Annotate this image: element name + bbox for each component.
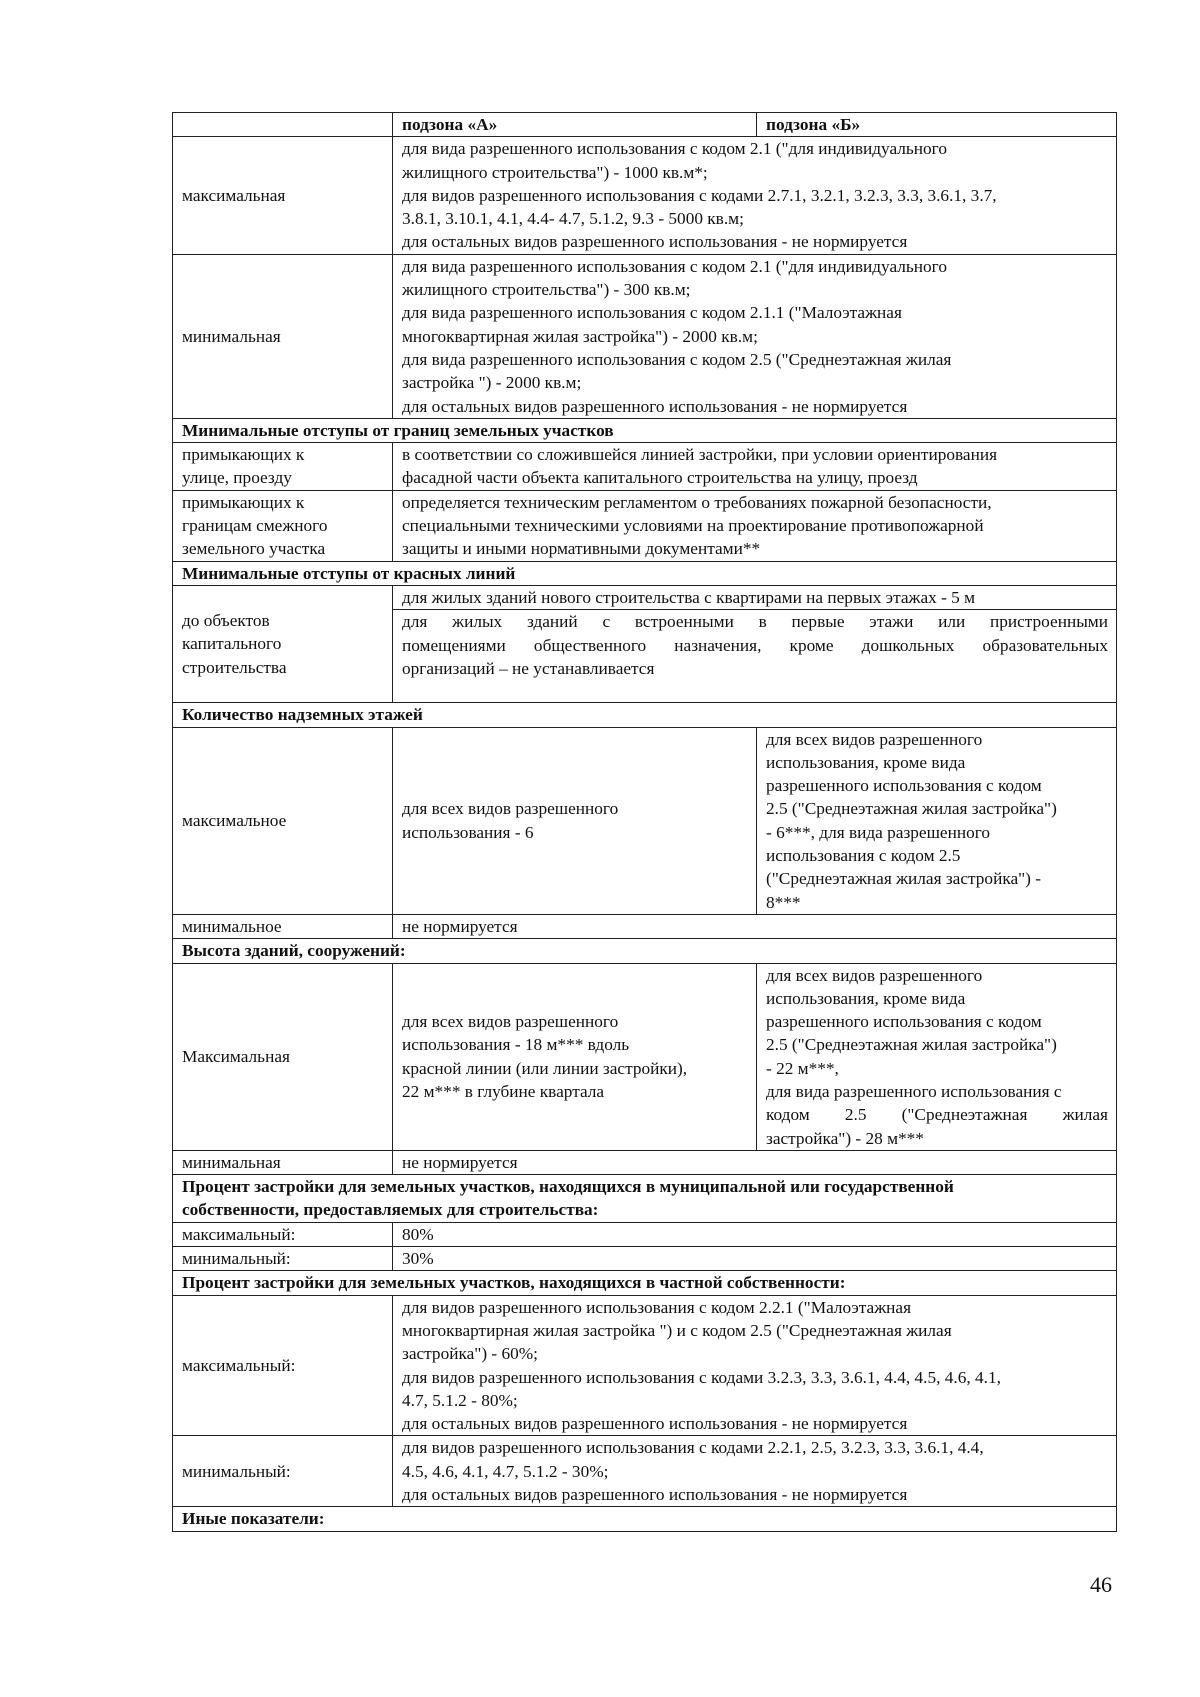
- text-line: 3.8.1, 3.10.1, 4.1, 4.4- 4.7, 5.1.2, 9.3 - 5000 кв.м;: [402, 209, 744, 229]
- text-line: земельного участка: [182, 539, 326, 559]
- setbacks-plot-section-row: [173, 418, 1117, 442]
- height-max-label: Максимальная: [173, 963, 393, 1150]
- text-line: для всех видов разрешенного: [402, 799, 619, 819]
- plot-area-min-value: [393, 254, 1117, 418]
- coverage-public-max-label: максимальный:: [173, 1222, 393, 1246]
- height-title: Высота зданий, сооружений:: [173, 939, 1117, 963]
- text-line: для видов разрешенного использования с кодами 3.2.3, 3.3, 3.6.1, 4.4, 4.5, 4.6, 4.1,: [402, 1367, 1001, 1387]
- plot-area-max-value: [393, 137, 1117, 254]
- coverage-public-min-label: минимальный:: [173, 1247, 393, 1271]
- height-section-row: [173, 939, 1117, 963]
- text-line: для остальных видов разрешенного использования - не нормируется: [402, 1414, 908, 1434]
- plot-area-max-label: максимальная: [173, 137, 393, 254]
- text-line: для всех видов разрешенного: [766, 965, 983, 985]
- floors-title: Количество надземных этажей: [173, 703, 1117, 727]
- text-line: жилищного строительства") - 300 кв.м;: [402, 280, 691, 300]
- setbacks-street-value: [393, 443, 1117, 491]
- setbacks-adjacent-value: [393, 490, 1117, 561]
- floors-max-b: [757, 727, 1117, 914]
- height-max-b: [757, 963, 1117, 1150]
- floors-min-value: не нормируется: [393, 914, 1117, 938]
- text-line: 4.7, 5.1.2 - 80%;: [402, 1390, 518, 1410]
- coverage-private-max-label: максимальный:: [173, 1295, 393, 1436]
- text-line: застройка ") - 2000 кв.м;: [402, 373, 582, 393]
- text-line: для вида разрешенного использования с кодом 2.1.1 ("Малоэтажная: [402, 303, 902, 323]
- text-line: - 22 м***,: [766, 1058, 839, 1078]
- text-line: границам смежного: [182, 516, 328, 536]
- text-line: для остальных видов разрешенного использования - не нормируется: [402, 1485, 908, 1505]
- setbacks-street-row: [173, 443, 1117, 491]
- text-line: для видов разрешенного использования с кодами 2.7.1, 3.2.1, 3.2.3, 3.3, 3.6.1, 3.7,: [402, 185, 997, 205]
- text-line: многоквартирная жилая застройка ") и с кодом 2.5 ("Среднеэтажная жилая: [402, 1320, 952, 1340]
- plot-area-max-row: [173, 137, 1117, 254]
- text-line: для всех видов разрешенного: [402, 1012, 619, 1032]
- setbacks-adjacent-row: [173, 490, 1117, 561]
- text-line: примыкающих к: [182, 445, 305, 465]
- text-line: Процент застройки для земельных участков, находящихся в муниципальной или государственной: [182, 1177, 954, 1197]
- text-line: до объектов: [182, 611, 270, 631]
- coverage-public-min-value: 30%: [393, 1247, 1117, 1271]
- text-line: для вида разрешенного использования с: [766, 1081, 1062, 1101]
- text-line: использования, кроме вида: [766, 988, 966, 1008]
- text-line: фасадной части объекта капитального строительства на улицу, проезд: [402, 468, 918, 488]
- text-line: 22 м*** в глубине квартала: [402, 1081, 605, 1101]
- floors-min-label: минимальное: [173, 914, 393, 938]
- text-line: 4.5, 4.6, 4.1, 4.7, 5.1.2 - 30%;: [402, 1461, 609, 1481]
- text-line: для вида разрешенного использования с кодом 2.1 ("для индивидуального: [402, 139, 947, 159]
- text-line: многоквартирная жилая застройка") - 2000 кв.м;: [402, 326, 758, 346]
- coverage-public-max-value: 80%: [393, 1222, 1117, 1246]
- coverage-private-min-row: [173, 1436, 1117, 1507]
- height-min-row: [173, 1150, 1117, 1174]
- floors-min-row: [173, 914, 1117, 938]
- setbacks-street-label: [173, 443, 393, 491]
- text-line: защиты и иными нормативными документами**: [402, 539, 761, 559]
- text-line: разрешенного использования с кодом: [766, 1012, 1042, 1032]
- coverage-public-title: [173, 1175, 1117, 1223]
- plot-area-min-label: минимальная: [173, 254, 393, 418]
- text-line: ("Среднеэтажная жилая застройка") -: [766, 869, 1042, 889]
- text-line: 2.5 ("Среднеэтажная жилая застройка"): [766, 799, 1057, 819]
- text-line: использования с кодом 2.5: [766, 846, 961, 866]
- coverage-public-section-row: [173, 1175, 1117, 1223]
- text-line: в соответствии со сложившейся линией застройки, при условии ориентирования: [402, 445, 998, 465]
- text-line: - 6***, для вида разрешенного: [766, 822, 991, 842]
- text-line: для видов разрешенного использования с кодами 2.2.1, 2.5, 3.2.3, 3.3, 3.6.1, 4.4,: [402, 1438, 984, 1458]
- text-line: для остальных видов разрешенного использования - не нормируется: [402, 396, 908, 416]
- plot-area-min-row: [173, 254, 1117, 418]
- coverage-private-max-row: [173, 1295, 1117, 1436]
- coverage-private-min-value: [393, 1436, 1117, 1507]
- text-line: использования - 18 м*** вдоль: [402, 1035, 630, 1055]
- text-line: разрешенного использования с кодом: [766, 776, 1042, 796]
- setbacks-red-label: [173, 585, 393, 702]
- other-section-row: [173, 1507, 1117, 1531]
- text-line: использования, кроме вида: [766, 752, 966, 772]
- floors-section-row: [173, 703, 1117, 727]
- text-line: 2.5 ("Среднеэтажная жилая застройка"): [766, 1035, 1057, 1055]
- height-min-label: минимальная: [173, 1150, 393, 1174]
- text-line: для вида разрешенного использования с кодом 2.5 ("Среднеэтажная жилая: [402, 349, 952, 369]
- setbacks-red-value-2: [393, 610, 1117, 703]
- text-line: использования - 6: [402, 822, 534, 842]
- height-max-row: [173, 963, 1117, 1150]
- setbacks-red-title: Минимальные отступы от красных линий: [173, 561, 1117, 585]
- coverage-public-max-row: [173, 1222, 1117, 1246]
- text-line: собственности, предоставляемых для строительства:: [182, 1200, 599, 1220]
- setbacks-adjacent-label: [173, 490, 393, 561]
- text-line: красной линии (или линии застройки),: [402, 1058, 688, 1078]
- text-line: для жилых зданий с встроенными в первые этажи или пристроенными: [402, 612, 1108, 632]
- setbacks-red-section-row: [173, 561, 1117, 585]
- setbacks-plot-title: Минимальные отступы от границ земельных участков: [173, 418, 1117, 442]
- text-line: определяется техническим регламентом о требованиях пожарной безопасности,: [402, 492, 992, 512]
- header-subzone-a: подзона «А»: [393, 113, 757, 137]
- header-row: [173, 113, 1117, 137]
- regulations-table: [172, 112, 1117, 1532]
- text-line: помещениями общественного назначения, кроме дошкольных образовательных: [402, 635, 1108, 655]
- height-min-value: не нормируется: [393, 1150, 1117, 1174]
- text-line: для вида разрешенного использования с кодом 2.1 ("для индивидуального: [402, 256, 947, 276]
- text-line: специальными техническими условиями на проектирование противопожарной: [402, 516, 984, 536]
- floors-max-a: [393, 727, 757, 914]
- other-title: Иные показатели:: [173, 1507, 1117, 1531]
- text-line: жилищного строительства") - 1000 кв.м*;: [402, 162, 708, 182]
- coverage-private-title: Процент застройки для земельных участков, находящихся в частной собственности:: [173, 1271, 1117, 1295]
- text-line: кодом 2.5 ("Среднеэтажная жилая: [766, 1105, 1108, 1125]
- header-subzone-b: подзона «Б»: [757, 113, 1117, 137]
- coverage-private-max-value: [393, 1295, 1117, 1436]
- text-line: 8***: [766, 892, 801, 912]
- coverage-public-min-row: [173, 1247, 1117, 1271]
- setbacks-red-value-1: для жилых зданий нового строительства с квартирами на первых этажах - 5 м: [393, 585, 1117, 609]
- coverage-private-min-label: минимальный:: [173, 1436, 393, 1507]
- text-line: застройка") - 28 м***: [766, 1128, 924, 1148]
- text-line: примыкающих к: [182, 492, 305, 512]
- text-line: капитального: [182, 634, 282, 654]
- height-max-a: [393, 963, 757, 1150]
- text-line: для остальных видов разрешенного использования - не нормируется: [402, 232, 908, 252]
- coverage-private-section-row: [173, 1271, 1117, 1295]
- header-empty-cell: [173, 113, 393, 137]
- floors-max-label: максимальное: [173, 727, 393, 914]
- floors-max-row: [173, 727, 1117, 914]
- text-line: организаций – не устанавливается: [402, 658, 655, 678]
- text-line: для всех видов разрешенного: [766, 729, 983, 749]
- text-line: улице, проезду: [182, 468, 292, 488]
- setbacks-red-row-1: [173, 585, 1117, 609]
- text-line: строительства: [182, 657, 287, 677]
- text-line: застройка") - 60%;: [402, 1344, 538, 1364]
- page-number: 46: [1090, 1572, 1112, 1597]
- text-line: для видов разрешенного использования с кодом 2.2.1 ("Малоэтажная: [402, 1297, 912, 1317]
